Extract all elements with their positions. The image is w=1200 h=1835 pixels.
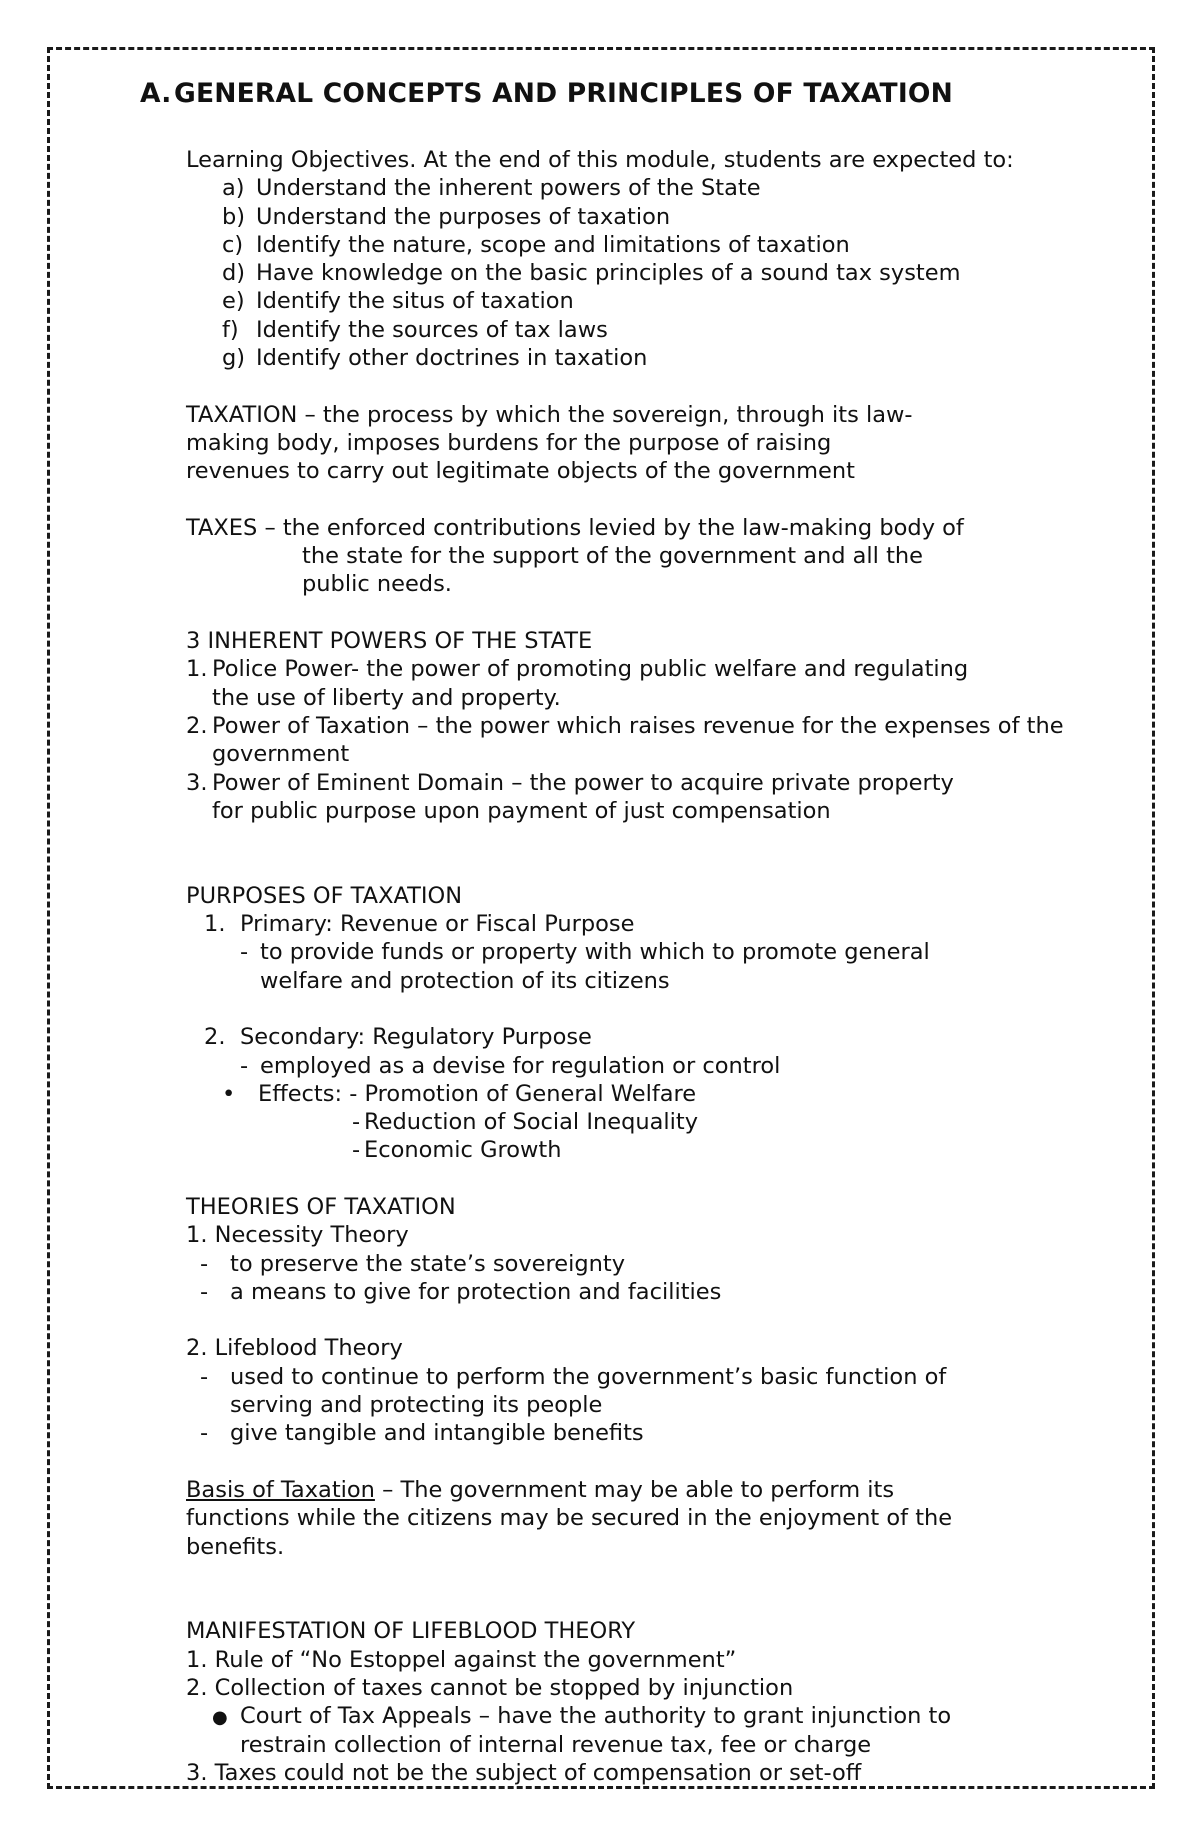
objective-item: g) Identify other doctrines in taxation [222,345,648,372]
objective-item: a) Understand the inherent powers of the State [222,175,761,202]
document-body [186,146,1116,1787]
effects-row: • Effects: - Promotion of General Welfare [222,1080,697,1107]
list-item: 1. Police Power- the power of promoting public welfare and regulating [186,656,969,683]
objective-item: b) Understand the purposes of taxation [222,203,671,230]
theories-section: THEORIES OF TAXATION 1. Necessity Theory - to preserve the state’s sovereignty - a means to give for protection and facilities 2. Lifeblood Theory - used to continue to perform the government’s basic function of serving and protecting its people - give tangible and intangible benefits [186,1193,1116,1448]
title-number: A. [140,78,172,109]
list-item: 2. Secondary: Regulatory Purpose [204,1024,592,1051]
list-item: 1. Primary: Revenue or Fiscal Purpose [204,911,635,938]
purposes-section: PURPOSES OF TAXATION 1. Primary: Revenue or Fiscal Purpose - to provide funds or property with which to promote general welfare and protection of its citizens 2. Secondary: Regulatory Purpose - employed as a devise for regulation or control • Effects: - Promotion of General Welfare - Reduction of Social Inequality - Economic Growth [186,882,1116,1165]
inherent-powers-section: 3 INHERENT POWERS OF THE STATE 1. Police Power- the power of promoting public welfare and regulating the use of liberty and property. 2. Power of Taxation – the power which raises revenue for the expenses of the government 3. Power of Eminent Domain – the power to acquire private property for public purpose upon payment of just compensation [186,627,1116,825]
bullet-icon: ● [212,1707,228,1729]
manifestation-section: MANIFESTATION OF LIFEBLOOD THEORY 1. Rule of “No Estoppel against the government” 2. Collection of taxes cannot be stopped by injunction ● Court of Tax Appeals – have the authority to grant injunction to restrain collection of internal revenue tax, fee or charge 3. Taxes could not be the subject of compensation or set-off [186,1617,1116,1787]
title-text: GENERAL CONCEPTS AND PRINCIPLES OF TAXATION [174,78,953,109]
objective-item: c) Identify the nature, scope and limitations of taxation [222,231,850,258]
objectives-list [186,174,1116,372]
page-title [140,78,953,109]
taxation-definition: TAXATION – the process by which the sovereign, through its law- making body, imposes burdens for the purpose of raising revenues to carry out legitimate objects of the government [186,401,913,485]
taxes-definition: TAXES – the enforced contributions levied by the law-making body of the state for the support of the government and all the public needs. [186,514,964,598]
objectives-intro: Learning Objectives. At the end of this module, students are expected to: [186,147,1014,173]
bullet-icon: • [222,1080,236,1107]
basis-of-taxation: Basis of Taxation – The government may be able to perform its functions while the citizens may be secured in the enjoyment of the benefits. [186,1476,953,1560]
section-heading: THEORIES OF TAXATION [186,1193,456,1220]
section-heading: 3 INHERENT POWERS OF THE STATE [186,628,593,655]
list-item: 1. Necessity Theory [186,1222,409,1249]
list-item: 2. Collection of taxes cannot be stopped by injunction [186,1675,794,1702]
objective-item: f) Identify the sources of tax laws [222,316,608,343]
list-item: 2. Lifeblood Theory [186,1335,403,1362]
section-heading: PURPOSES OF TAXATION [186,882,463,909]
objective-item: d) Have knowledge on the basic principles of a sound tax system [222,260,961,287]
basis-label: Basis of Taxation [186,1476,375,1503]
list-item: 3. Power of Eminent Domain – the power to acquire private property [186,769,954,796]
list-item: 2. Power of Taxation – the power which raises revenue for the expenses of the [186,712,1064,739]
list-item: 1. Rule of “No Estoppel against the government” [186,1646,737,1673]
section-heading: MANIFESTATION OF LIFEBLOOD THEORY [186,1618,636,1645]
list-item: 3. Taxes could not be the subject of compensation or set-off [186,1759,862,1786]
effects-dash: - [349,1080,358,1107]
objective-item: e) Identify the situs of taxation [222,288,574,315]
